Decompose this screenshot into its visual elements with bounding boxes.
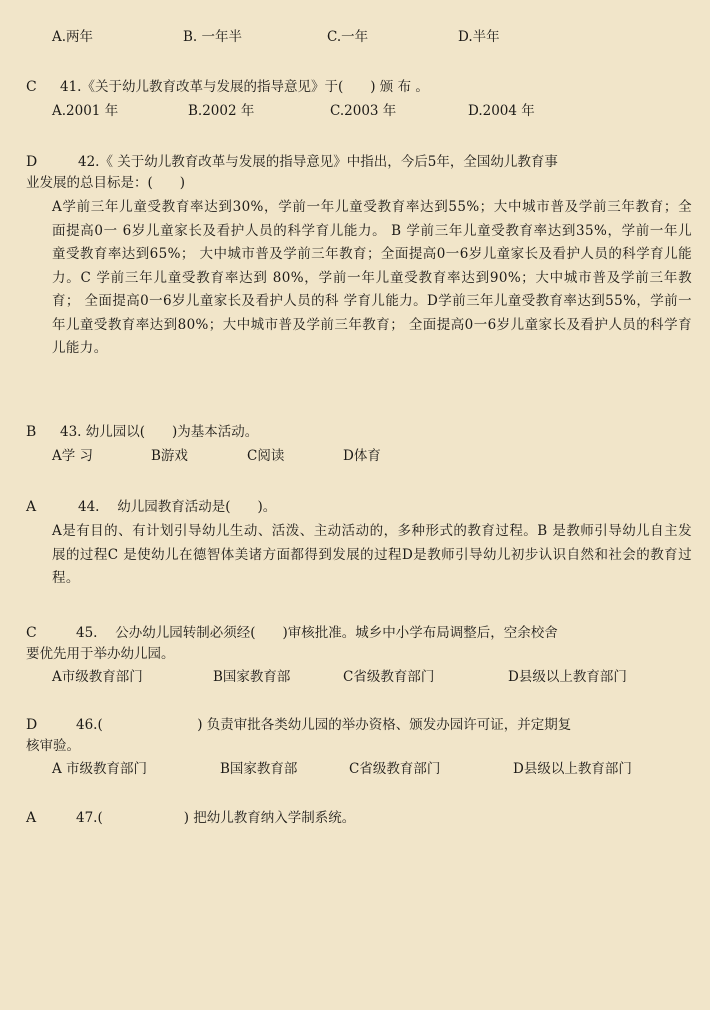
question-stem: 46.( ) 负责审批各类幼儿园的举办资格、颁发办园许可证，并定期复 <box>76 717 572 733</box>
option-d: D县级以上教育部门 <box>513 761 632 777</box>
question-stem: 41.《关于幼儿教育改革与发展的指导意见》于( ) 颁 布 。 <box>60 79 429 95</box>
option-d: D县级以上教育部门 <box>508 669 627 685</box>
option-c: C.2003 年 <box>330 103 397 119</box>
option-b: B国家教育部 <box>213 669 291 685</box>
option-b: B国家教育部 <box>220 761 298 777</box>
question-stem-continued: 要优先用于举办幼儿园。 <box>26 646 175 662</box>
option-d: D体育 <box>343 448 381 464</box>
option-c: C.一年 <box>327 29 369 45</box>
question-stem: 42.《 关于幼儿教育改革与发展的指导意见》中指出，今后5年，全国幼儿教育事 <box>78 154 558 170</box>
answer-key: B <box>26 424 37 440</box>
option-d: D.半年 <box>458 29 500 45</box>
question-stem: 44. 幼儿园教育活动是( )。 <box>78 499 277 515</box>
answer-key: A <box>26 810 37 826</box>
answer-key: D <box>26 717 38 733</box>
options-paragraph: A学前三年儿童受教育率达到30%，学前一年儿童受教育率达到55%；大中城市普及学前三年教育；全面提高0一 6岁儿童家长及看护人员的科学育儿能力。 B 学前三年儿童受教育率达到35%，学前一年儿童受教育率达到65%； 大中城市普及学前三年教育；全面提高0一6岁儿童家长及看护人员的科学育儿能力。C 学前三年儿童受教育率达到 80%，学前一年儿童受教育率达到90%；大中城市普及学前三年教育； 全面提高0一6岁儿童家长及看护人员的科 学育儿能力。D学前三年儿童受教育率达到55%，学前一年儿童受教育率达到80%；大中城市普及学前三年教育； 全面提高0一6岁儿童家长及看护人员的科学育儿能力。 <box>52 199 692 356</box>
options-paragraph: A是有目的、有计划引导幼儿生动、活泼、主动活动的，多种形式的教育过程。B 是教师引导幼儿自主发展的过程C 是使幼儿在德智体美诸方面都得到发展的过程D是教师引导幼儿初步认识自然和社会的教育过程。 <box>52 523 692 586</box>
option-a: A 市级教育部门 <box>52 761 148 777</box>
question-stem: 43. 幼儿园以( )为基本活动。 <box>60 424 259 440</box>
option-b: B.2002 年 <box>188 103 255 119</box>
question-stem: 45. 公办幼儿园转制必须经( )审核批准。城乡中小学布局调整后，空余校舍 <box>76 625 558 641</box>
answer-key: D <box>26 154 38 170</box>
option-b: B游戏 <box>151 448 188 464</box>
option-a: A.2001 年 <box>52 103 119 119</box>
option-a: A学 习 <box>52 448 94 464</box>
answer-key: C <box>26 79 37 95</box>
option-c: C省级教育部门 <box>343 669 435 685</box>
question-stem-continued: 核审验。 <box>26 738 80 754</box>
option-b: B. 一年半 <box>183 29 243 45</box>
answer-key: C <box>26 625 37 641</box>
option-a: A市级教育部门 <box>52 669 143 685</box>
question-stem-continued: 业发展的总目标是：( ) <box>26 175 186 191</box>
option-a: A.两年 <box>52 29 94 45</box>
option-d: D.2004 年 <box>468 103 535 119</box>
answer-key: A <box>26 499 37 515</box>
option-c: C阅读 <box>247 448 285 464</box>
option-c: C省级教育部门 <box>349 761 441 777</box>
question-stem: 47.( ) 把幼儿教育纳入学制系统。 <box>76 810 356 826</box>
